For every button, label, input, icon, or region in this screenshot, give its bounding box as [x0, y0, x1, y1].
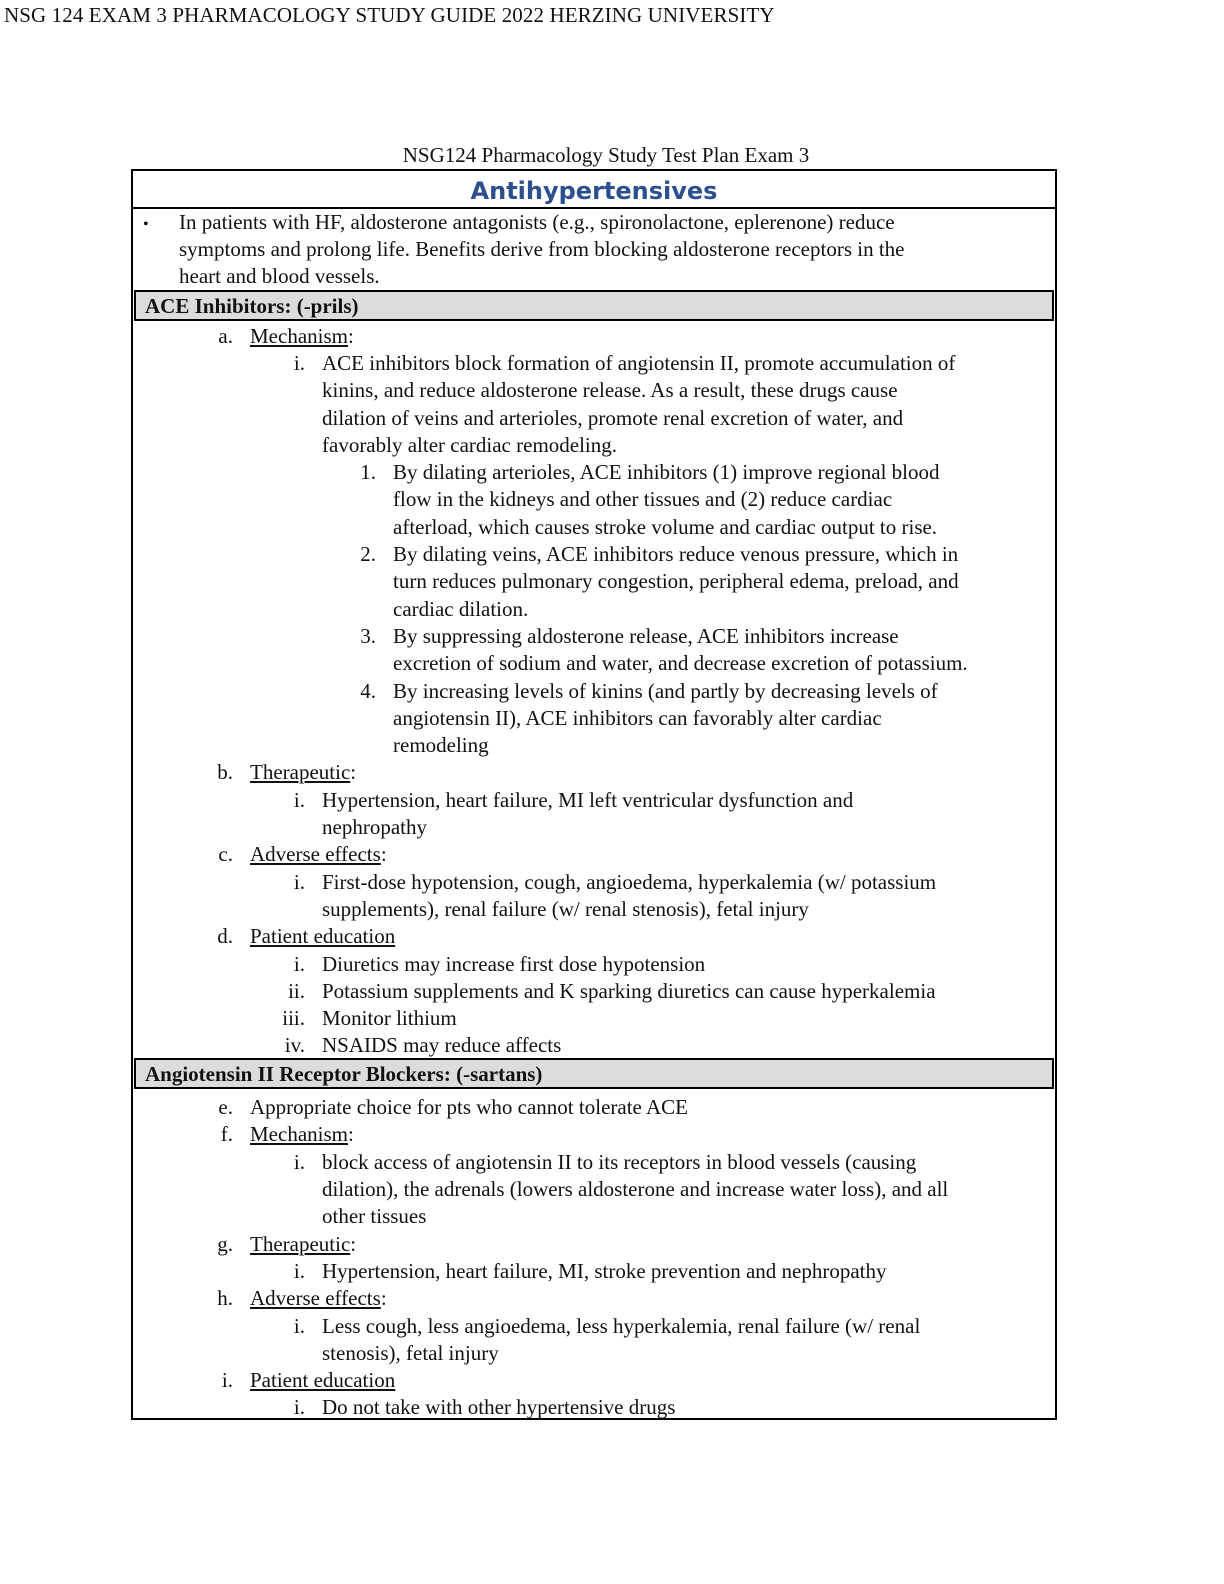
- item-mechanism: [250, 323, 354, 350]
- list-marker: h.: [217, 1286, 233, 1310]
- list-marker: a.: [218, 324, 233, 348]
- list-item-line: Diuretics may increase first dose hypotension: [322, 952, 706, 976]
- list-item-line: Do not take with other hypertensive drugs: [322, 1395, 676, 1419]
- item-adverse-effects: [250, 1285, 387, 1312]
- list-marker: f.: [220, 1122, 233, 1146]
- list-marker: 4.: [360, 679, 376, 703]
- list-item-line: By dilating veins, ACE inhibitors reduce venous pressure, which in: [393, 542, 959, 566]
- list-item-line: remodeling: [393, 733, 489, 757]
- list-item-line: block access of angiotensin II to its receptors in blood vessels (causing: [322, 1150, 917, 1174]
- item-mechanism: [250, 1121, 354, 1148]
- bullet-icon: •: [143, 216, 149, 233]
- list-item-line: kinins, and reduce aldosterone release. As a result, these drugs cause: [322, 378, 898, 402]
- item-therapeutic: [250, 759, 356, 786]
- item-patient-education: [250, 1367, 395, 1394]
- list-marker: i.: [293, 870, 305, 894]
- plan-title: NSG124 Pharmacology Study Test Plan Exam 3: [402, 143, 810, 167]
- list-item-line: dilation), the adrenals (lowers aldosterone and increase water loss), and all: [322, 1177, 949, 1201]
- list-item-line: By dilating arterioles, ACE inhibitors (1) improve regional blood: [393, 460, 940, 484]
- list-marker: i.: [293, 952, 305, 976]
- list-item-line: Hypertension, heart failure, MI, stroke prevention and nephropathy: [322, 1259, 887, 1283]
- list-item-line: Hypertension, heart failure, MI left ventricular dysfunction and: [322, 788, 854, 812]
- list-marker: i.: [293, 1314, 305, 1338]
- item-label-suffix: :: [350, 760, 357, 784]
- item-label-suffix: :: [347, 324, 354, 348]
- list-item-line: Potassium supplements and K sparking diuretics can cause hyperkalemia: [322, 979, 936, 1003]
- list-item-line: By increasing levels of kinins (and partly by decreasing levels of: [393, 679, 938, 703]
- item-label-suffix: :: [350, 1232, 357, 1256]
- list-item-line: NSAIDS may reduce affects: [322, 1033, 562, 1057]
- intro-bullet-item: [133, 209, 1055, 290]
- intro-line: In patients with HF, aldosterone antagonists (e.g., spironolactone, eplerenone) reduce: [179, 210, 895, 234]
- list-item-line: Appropriate choice for pts who cannot tolerate ACE: [250, 1095, 688, 1119]
- item-label: Adverse effects: [250, 1286, 381, 1310]
- item-adverse-effects: [250, 841, 387, 868]
- list-marker: i.: [293, 1150, 305, 1174]
- list-marker: b.: [217, 760, 233, 784]
- intro-text: [179, 209, 1029, 290]
- list-marker: i.: [293, 1259, 305, 1283]
- arbs-section: [133, 1089, 1055, 1419]
- list-item-line: flow in the kidneys and other tissues and (2) reduce cardiac: [393, 487, 893, 511]
- list-item-line: First-dose hypotension, cough, angioedema, hyperkalemia (w/ potassium: [322, 870, 937, 894]
- list-marker: i.: [221, 1368, 233, 1392]
- list-item-line: nephropathy: [322, 815, 427, 839]
- item-label: Adverse effects: [250, 842, 381, 866]
- list-marker: i.: [293, 351, 305, 375]
- list-marker: e.: [218, 1095, 233, 1119]
- list-marker: 1.: [360, 460, 376, 484]
- list-marker: d.: [217, 924, 233, 948]
- list-marker: i.: [293, 1395, 305, 1419]
- item-label: Therapeutic: [250, 1232, 351, 1256]
- list-item-line: stenosis), fetal injury: [322, 1341, 499, 1365]
- document-header: NSG 124 EXAM 3 PHARMACOLOGY STUDY GUIDE 2022 HERZING UNIVERSITY: [4, 3, 775, 27]
- list-item-line: Monitor lithium: [322, 1006, 457, 1030]
- section-header-arbs: Angiotensin II Receptor Blockers: (-sartans): [134, 1058, 1054, 1089]
- list-item-line: supplements), renal failure (w/ renal stenosis), fetal injury: [322, 897, 809, 921]
- item-label-suffix: :: [380, 1286, 387, 1310]
- item-label: Patient education: [250, 924, 396, 948]
- item-patient-education: [250, 923, 395, 950]
- section-header-ace-inhibitors: ACE Inhibitors: (-prils): [134, 290, 1054, 321]
- list-item-line: Less cough, less angioedema, less hyperkalemia, renal failure (w/ renal: [322, 1314, 921, 1338]
- item-label: Mechanism: [250, 1122, 348, 1146]
- list-item-line: favorably alter cardiac remodeling.: [322, 433, 618, 457]
- table-title: Antihypertensives: [133, 171, 1055, 209]
- item-label-suffix: :: [347, 1122, 354, 1146]
- list-marker: iv.: [284, 1033, 305, 1057]
- list-marker: i.: [293, 788, 305, 812]
- item-label: Mechanism: [250, 324, 348, 348]
- list-item-line: afterload, which causes stroke volume and cardiac output to rise.: [393, 515, 938, 539]
- list-item-line: dilation of veins and arterioles, promote renal excretion of water, and: [322, 406, 904, 430]
- list-item-line: excretion of sodium and water, and decrease excretion of potassium.: [393, 651, 968, 675]
- list-item-line: angiotensin II), ACE inhibitors can favorably alter cardiac: [393, 706, 882, 730]
- list-marker: iii.: [282, 1006, 305, 1030]
- list-marker: c.: [218, 842, 233, 866]
- list-marker: ii.: [288, 979, 305, 1003]
- list-marker: 3.: [360, 624, 376, 648]
- intro-line: symptoms and prolong life. Benefits derive from blocking aldosterone receptors in the: [179, 237, 905, 261]
- item-label: Therapeutic: [250, 760, 351, 784]
- item-label: Patient education: [250, 1368, 396, 1392]
- intro-line: heart and blood vessels.: [179, 264, 380, 288]
- item-therapeutic: [250, 1231, 356, 1258]
- item-label-suffix: :: [380, 842, 387, 866]
- list-item-line: other tissues: [322, 1204, 427, 1228]
- list-item-line: cardiac dilation.: [393, 597, 529, 621]
- list-item-line: ACE inhibitors block formation of angiotensin II, promote accumulation of: [322, 351, 956, 375]
- list-marker: 2.: [360, 542, 376, 566]
- list-item-line: By suppressing aldosterone release, ACE inhibitors increase: [393, 624, 899, 648]
- study-table: [131, 169, 1057, 1420]
- list-marker: g.: [217, 1232, 233, 1256]
- list-item-line: turn reduces pulmonary congestion, peripheral edema, preload, and: [393, 569, 959, 593]
- ace-inhibitors-section: [133, 321, 1055, 1058]
